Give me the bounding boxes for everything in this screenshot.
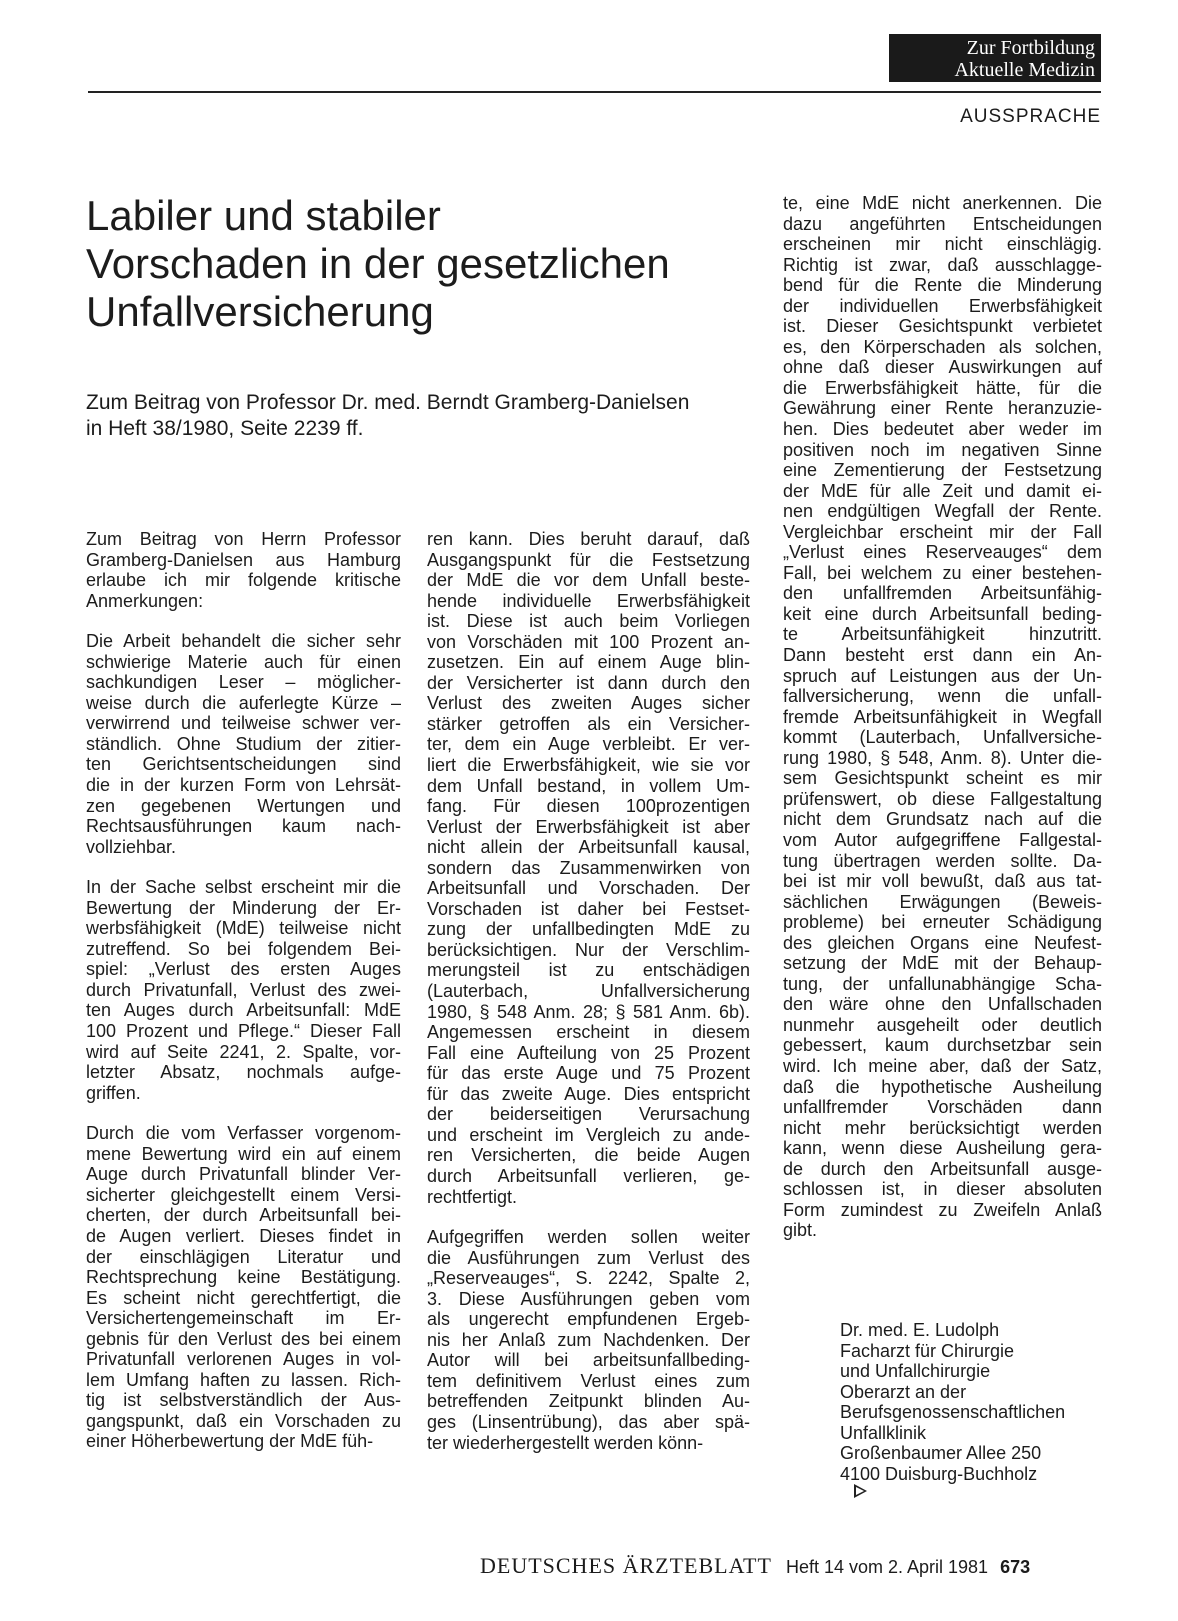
body-text-line: spruch auf Leistungen aus der Un- — [783, 665, 1102, 686]
body-text-line: vom Autor aufgegriffene Fallgestal- — [783, 829, 1102, 850]
body-text-line: zutreffend. So bei folgendem Bei- — [86, 938, 401, 959]
header-rule — [88, 91, 1101, 93]
body-text-line: Verlust der Erwerbsfähigkeit ist aber — [427, 816, 750, 837]
body-text-line: werbsfähigkeit (MdE) teilweise nicht — [86, 918, 401, 939]
body-text-line: erscheinen mir nicht einschlägig. — [783, 234, 1102, 255]
page-number: 673 — [1000, 1557, 1031, 1577]
body-text-line: Vergleichbar erscheint mir der Fall — [783, 521, 1102, 542]
body-text-line: tem definitivem Verlust eines zum — [427, 1370, 750, 1391]
body-text-line: letzter Absatz, nochmals aufge- — [86, 1062, 401, 1083]
section-tag-line: Aktuelle Medizin — [954, 59, 1095, 81]
body-text-line: Bewertung der Minderung der Er- — [86, 897, 401, 918]
signature-line: und Unfallchirurgie — [840, 1361, 991, 1381]
section-tag-line: Zur Fortbildung — [966, 37, 1095, 59]
body-text-line: lem Umfang haften zu lassen. Rich- — [86, 1369, 401, 1390]
body-text-line: tung, der unfallunabhängige Scha- — [783, 973, 1102, 994]
body-text-line: Rechtsprechung keine Bestätigung. — [86, 1267, 401, 1288]
body-text-line: sondern das Zusammenwirken von — [427, 857, 750, 878]
body-text-line: keit eine durch Arbeitsunfall beding- — [783, 603, 1102, 624]
body-text-line: Gewährung einer Rente heranzuzie- — [783, 398, 1102, 419]
body-text-line: Auge durch Privatunfall blinder Ver- — [86, 1164, 401, 1185]
body-text-line: gebnis für den Verlust des bei einem — [86, 1328, 401, 1349]
body-text-line: rung 1980, § 548, Anm. 8). Unter die- — [783, 747, 1102, 768]
signature-line: Dr. med. E. Ludolph — [840, 1320, 1000, 1340]
body-text-line: (Lauterbach, Unfallversicherung — [427, 981, 750, 1002]
body-text-line: gangspunkt, daß ein Vorschaden zu — [86, 1410, 401, 1431]
body-text-line: von Vorschäden mit 100 Prozent an- — [427, 631, 750, 652]
body-text-line: bend für die Rente die Minderung — [783, 275, 1102, 296]
body-text-line: Richtig ist zwar, daß ausschlagge- — [783, 254, 1102, 275]
body-text-line: sachkundigen Leser – möglicher- — [86, 672, 401, 693]
body-text-line: rechtfertigt. — [427, 1186, 518, 1207]
body-text-line: schwierige Materie auch für einen — [86, 651, 401, 672]
body-text-line: ständlich. Ohne Studium der zitier- — [86, 733, 401, 754]
body-text-line: die Erwerbsfähigkeit hätte, für die — [783, 377, 1102, 398]
body-text-line: Form zumindest zu Zweifeln Anlaß — [783, 1199, 1102, 1220]
body-text-line: prüfenswert, ob diese Fallgestaltung — [783, 788, 1102, 809]
body-text-line: Fall eine Aufteilung von 25 Prozent — [427, 1042, 750, 1063]
body-text-line: 3. Diese Ausführungen geben vom — [427, 1288, 750, 1309]
body-text-line: tig ist selbstverständlich der Aus- — [86, 1390, 401, 1411]
body-text-line: de durch den Arbeitsunfall ausge- — [783, 1158, 1102, 1179]
body-text-line: den unfallfremden Arbeitsunfähig- — [783, 583, 1102, 604]
body-text-line: nis her Anlaß zum Nachdenken. Der — [427, 1329, 750, 1350]
body-text-line: nen endgültigen Wegfall der Rente. — [783, 501, 1102, 522]
body-text-line: Dann besteht erst dann ein An- — [783, 645, 1102, 666]
body-text-line: weise durch die auferlegte Kürze – — [86, 692, 401, 713]
body-text-line: eine Zementierung der Festsetzung — [783, 460, 1102, 481]
body-text-line: Es scheint nicht gerechtfertigt, die — [86, 1287, 401, 1308]
body-text-line: Die Arbeit behandelt die sicher sehr — [86, 631, 401, 652]
body-text-line: den wäre ohne den Unfallschaden — [783, 994, 1102, 1015]
title-line: Vorschaden in der gesetzlichen — [86, 240, 670, 287]
page-footer — [480, 1553, 1030, 1579]
body-text-line: unfallfremder Vorschäden dann — [783, 1097, 1102, 1118]
body-text-line: daß die hypothetische Ausheilung — [783, 1076, 1102, 1097]
body-text-line: wird auf Seite 2241, 2. Spalte, vor- — [86, 1041, 401, 1062]
body-text-line: probleme) bei erneuter Schädigung — [783, 912, 1102, 933]
body-text-line: ren kann. Dies beruht darauf, daß — [427, 529, 750, 549]
subtitle-line: Zum Beitrag von Professor Dr. med. Berndt Gramberg-Danielsen — [86, 391, 690, 414]
body-text-line: nicht dem Grundsatz nach auf die — [783, 809, 1102, 830]
body-text-line: te, eine MdE nicht anerkennen. Die — [783, 193, 1102, 213]
body-text-line: zusetzen. Ein auf einem Auge blin- — [427, 652, 750, 673]
body-text-line: ohne daß dieser Auswirkungen auf — [783, 357, 1102, 378]
body-text-line: des gleichen Organs eine Neufest- — [783, 932, 1102, 953]
signature-line: Oberarzt an der — [840, 1381, 967, 1402]
body-text-line: dem Unfall bestand, in vollem Um- — [427, 775, 750, 796]
body-text-line: sem Gesichtspunkt scheint es mir — [783, 768, 1102, 789]
body-text-line: nunmehr ausgeheilt oder deutlich — [783, 1014, 1102, 1035]
body-text-line: ren Versicherten, die beide Augen — [427, 1145, 750, 1166]
body-text-line: Gramberg-Danielsen aus Hamburg — [86, 549, 401, 570]
paragraph-gap — [86, 611, 401, 631]
body-text-line: gebessert, kaum durchsetzbar sein — [783, 1035, 1102, 1056]
triangle-right-outline-icon — [854, 1484, 867, 1498]
body-text-line: de Augen verliert. Dieses findet in — [86, 1225, 401, 1246]
body-text-line: erlaube ich mir folgende kritische — [86, 570, 401, 591]
body-text-line: fallversicherung, wenn die unfall- — [783, 686, 1102, 707]
body-text-line: bei ist mir voll bewußt, daß aus tat- — [783, 871, 1102, 892]
body-text-line: ter wiederhergestellt werden könn- — [427, 1432, 704, 1453]
body-text-line: einer Höherbewertung der MdE füh- — [86, 1431, 374, 1452]
signature-line: Unfallklinik — [840, 1422, 927, 1443]
body-text-line: wird. Ich meine aber, daß der Satz, — [783, 1055, 1102, 1076]
article-subtitle — [86, 390, 766, 442]
body-text-line: liert die Erwerbsfähigkeit, wie sie vor — [427, 755, 750, 776]
body-text-line: der MdE für alle Zeit und damit ei- — [783, 480, 1102, 501]
body-text-line: Aufgegriffen werden sollen weiter — [427, 1227, 750, 1248]
body-text-line: Autor will bei arbeitsunfallbeding- — [427, 1350, 750, 1371]
body-text-line: sächlichen Erwägungen (Beweis- — [783, 891, 1102, 912]
body-text-line: zen gegebenen Wertungen und — [86, 795, 401, 816]
body-text-line: kommt (Lauterbach, Unfallversiche- — [783, 727, 1102, 748]
body-text-line: vollziehbar. — [86, 836, 177, 857]
body-text-line: durch Arbeitsunfall verlieren, ge- — [427, 1165, 750, 1186]
body-text-line: spiel: „Verlust des ersten Auges — [86, 959, 401, 980]
body-text-line: Privatunfall verlorenen Auges in vol- — [86, 1349, 401, 1370]
body-text-line: ist. Diese ist auch beim Vorliegen — [427, 611, 750, 632]
title-line: Unfallversicherung — [86, 288, 434, 335]
body-text-line: ges (Linsentrübung), das aber spä- — [427, 1411, 750, 1432]
body-text-line: ist. Dieser Gesichtspunkt verbietet — [783, 316, 1102, 337]
body-text-line: hen. Dies bedeutet aber weder im — [783, 419, 1102, 440]
body-text-line: schlossen ist, in dieser absoluten — [783, 1179, 1102, 1200]
title-line: Labiler und stabiler — [86, 192, 441, 239]
signature-line-last — [840, 1464, 1110, 1499]
body-text-line: der individuellen Erwerbsfähigkeit — [783, 295, 1102, 316]
body-text-line: dazu angeführten Entscheidungen — [783, 213, 1102, 234]
body-text-line: fang. Für diesen 100prozentigen — [427, 796, 750, 817]
body-text-line: Anmerkungen: — [86, 590, 204, 611]
body-text-line: verwirrend und teilweise schwer ver- — [86, 713, 401, 734]
body-text-line: die in der kurzen Form von Lehrsät- — [86, 775, 401, 796]
body-text-line: fremde Arbeitsunfähigkeit in Wegfall — [783, 706, 1102, 727]
body-text-line: Verlust des zweiten Auges sicher — [427, 693, 750, 714]
paragraph-gap — [86, 857, 401, 877]
signature-line: 4100 Duisburg-Buchholz — [840, 1463, 1038, 1484]
section-label: AUSSPRACHE — [960, 106, 1101, 127]
body-text-line: Arbeitsunfall und Vorschaden. Der — [427, 878, 750, 899]
body-text-line: Fall, bei welchem zu einer bestehen- — [783, 562, 1102, 583]
body-text-line: cherten, der durch Arbeitsunfall bei- — [86, 1205, 401, 1226]
article-title — [86, 192, 726, 336]
body-text-line: durch Privatunfall, Verlust des zwei- — [86, 979, 401, 1000]
body-text-line: tung übertragen werden sollte. Da- — [783, 850, 1102, 871]
body-text-line: mene Bewertung wird ein auf einem — [86, 1143, 401, 1164]
body-text-line: Durch die vom Verfasser vorgenom- — [86, 1123, 401, 1144]
text-column-3 — [783, 193, 1102, 1241]
body-text-line: stärker getroffen als ein Versicher- — [427, 713, 750, 734]
body-text-line: setzung der MdE mit der Behaup- — [783, 953, 1102, 974]
body-text-line: ten Gerichtsentscheidungen sind — [86, 754, 401, 775]
body-text-line: sicherter gleichgestellt einem Versi- — [86, 1184, 401, 1205]
body-text-line: 1980, § 548 Anm. 28; § 581 Anm. 6b). — [427, 1001, 750, 1022]
body-text-line: die Ausführungen zum Verlust des — [427, 1247, 750, 1268]
paragraph-gap — [427, 1207, 750, 1227]
body-text-line: merungsteil ist zu entschädigen — [427, 960, 750, 981]
body-text-line: te Arbeitsunfähigkeit hinzutritt. — [783, 624, 1102, 645]
issue-info: Heft 14 vom 2. April 1981 — [785, 1557, 989, 1577]
body-text-line: und erscheint im Vergleich zu ande- — [427, 1124, 750, 1145]
body-text-line: Zum Beitrag von Herrn Professor — [86, 529, 401, 549]
signature-line: Großenbaumer Allee 250 — [840, 1443, 1042, 1463]
body-text-line: berücksichtigen. Nur der Verschlim- — [427, 939, 750, 960]
text-column-1 — [86, 529, 401, 1452]
body-text-line: der einschlägigen Literatur und — [86, 1246, 401, 1267]
body-text-line: positiven noch im negativen Sinne — [783, 439, 1102, 460]
signature-line: Berufsgenossenschaftlichen — [840, 1402, 1066, 1422]
body-text-line: 100 Prozent und Pflege.“ Dieser Fall — [86, 1021, 401, 1042]
body-text-line: Versichertengemeinschaft im Er- — [86, 1308, 401, 1329]
body-text-line: hende individuelle Erwerbsfähigkeit — [427, 590, 750, 611]
body-text-line: als ungerecht empfundenen Ergeb- — [427, 1309, 750, 1330]
body-text-line: für das zweite Auge. Dies entspricht — [427, 1083, 750, 1104]
body-text-line: gibt. — [783, 1220, 818, 1241]
body-text-line: nicht allein der Arbeitsunfall kausal, — [427, 837, 750, 858]
body-text-line: ten Auges durch Arbeitsunfall: MdE — [86, 1000, 401, 1021]
body-text-line: ter, dem ein Auge verbleibt. Er ver- — [427, 734, 750, 755]
text-column-2 — [427, 529, 750, 1453]
subtitle-line: in Heft 38/1980, Seite 2239 ff. — [86, 417, 364, 440]
body-text-line: griffen. — [86, 1082, 141, 1103]
body-text-line: In der Sache selbst erscheint mir die — [86, 877, 401, 898]
journal-name: DEUTSCHES ÄRZTEBLATT — [480, 1553, 772, 1578]
body-text-line: für das erste Auge und 75 Prozent — [427, 1063, 750, 1084]
body-text-line: betreffenden Zeitpunkt blinden Au- — [427, 1391, 750, 1412]
body-text-line: es, den Körperschaden als solchen, — [783, 336, 1102, 357]
body-text-line: Vorschaden ist daher bei Festset- — [427, 898, 750, 919]
body-text-line: zung der unfallbedingten MdE zu — [427, 919, 750, 940]
body-text-line: nicht mehr berücksichtigt werden — [783, 1117, 1102, 1138]
body-text-line: „Reserveauges“, S. 2242, Spalte 2, — [427, 1268, 750, 1289]
body-text-line: kann, wenn diese Ausheilung gera- — [783, 1138, 1102, 1159]
signature-line: Facharzt für Chirurgie — [840, 1340, 1015, 1361]
body-text-line: der beiderseitigen Verursachung — [427, 1104, 750, 1125]
body-text-line: Rechtsausführungen kaum nach- — [86, 816, 401, 837]
body-text-line: „Verlust eines Reserveauges“ dem — [783, 542, 1102, 563]
body-text-line: der MdE die vor dem Unfall beste- — [427, 570, 750, 591]
author-signature — [840, 1320, 1110, 1498]
section-tag — [889, 34, 1101, 82]
body-text-line: der Versicherter ist dann durch den — [427, 672, 750, 693]
paragraph-gap — [86, 1103, 401, 1123]
body-text-line: Ausgangspunkt für die Festsetzung — [427, 549, 750, 570]
body-text-line: Angemessen erscheint in diesem — [427, 1022, 750, 1043]
